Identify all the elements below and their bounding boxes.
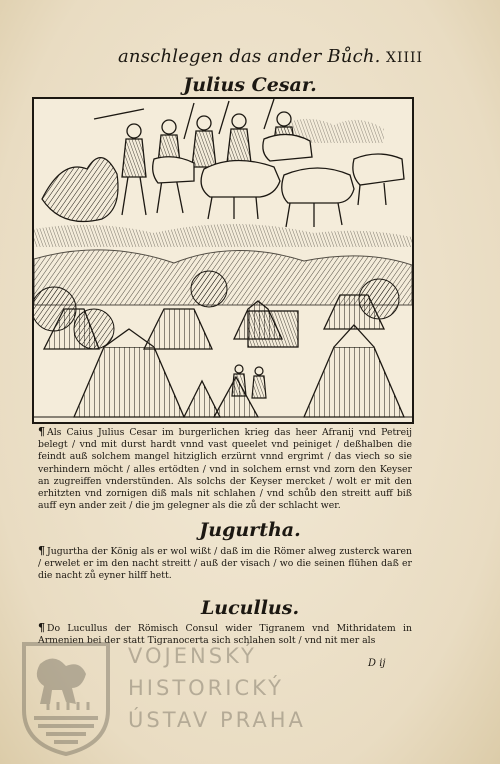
paragraph-jugurtha [38, 545, 412, 583]
pilcrow-mark: ¶ [38, 425, 45, 438]
woodcut-illustration [32, 97, 414, 424]
pilcrow-mark: ¶ [38, 544, 45, 557]
watermark-line-1: VOJENSKÝ [128, 644, 257, 668]
running-head [0, 46, 500, 70]
running-title: anschlegen das ander Bůch. [118, 46, 381, 67]
paragraph-caesar-text: Als Caius Julius Cesar im burgerlichen krieg das heer Afranij vnd Petreij belegt / vnd mit durst hardt vnnd vast queelet vnd peiniget / deßhalben die feindt auß solchem mangel hitziglich erzürnt vnnd ergrimt / das viech so sie verhindern möcht / alles ertödten / vnd in solchem ernst vnd zorn den Keyser an zugreiffen vnderstünden. Als solchs der Keyser mercket / wolt er mit den erhitzten vnd zornigen diß mals nit schlahen / vnd schůb den streitt auff biß auff eyn ander zeit / die jm gelegner als die zů der schlacht wer. [38, 427, 412, 512]
catchword-signature: D ij [368, 658, 386, 669]
heading-lucullus: Lucullus. [200, 597, 300, 619]
institution-watermark [18, 636, 488, 756]
paragraph-lucullus-text: Do Lucullus der Römisch Consul wider Tigranem vnd Mithridatem in Armenien bei der statt Tigranocerta sich schlahen solt / vnd nit mer als [38, 623, 412, 647]
watermark-line-3: ÚSTAV PRAHA [128, 708, 306, 732]
paragraph-lucullus [38, 622, 412, 647]
paragraph-caesar [38, 426, 412, 512]
pilcrow-mark: ¶ [38, 621, 45, 634]
heading-jugurtha: Jugurtha. [199, 519, 301, 541]
watermark-line-2: HISTORICKÝ [128, 676, 284, 700]
folio-number: XIIII [386, 50, 424, 66]
paragraph-jugurtha-text: Jugurtha der König als er wol wißt / daß im die Römer alweg zusterck waren / erwelet er im den nacht streitt / auß der visach / wo die seinen flühen daß er die nacht zů eyner hilff hett. [38, 546, 412, 582]
woodcut-army-camp-scene [34, 99, 412, 422]
lion-crest-icon [18, 640, 114, 756]
woodcut-caption: Julius Cesar. [183, 74, 317, 96]
